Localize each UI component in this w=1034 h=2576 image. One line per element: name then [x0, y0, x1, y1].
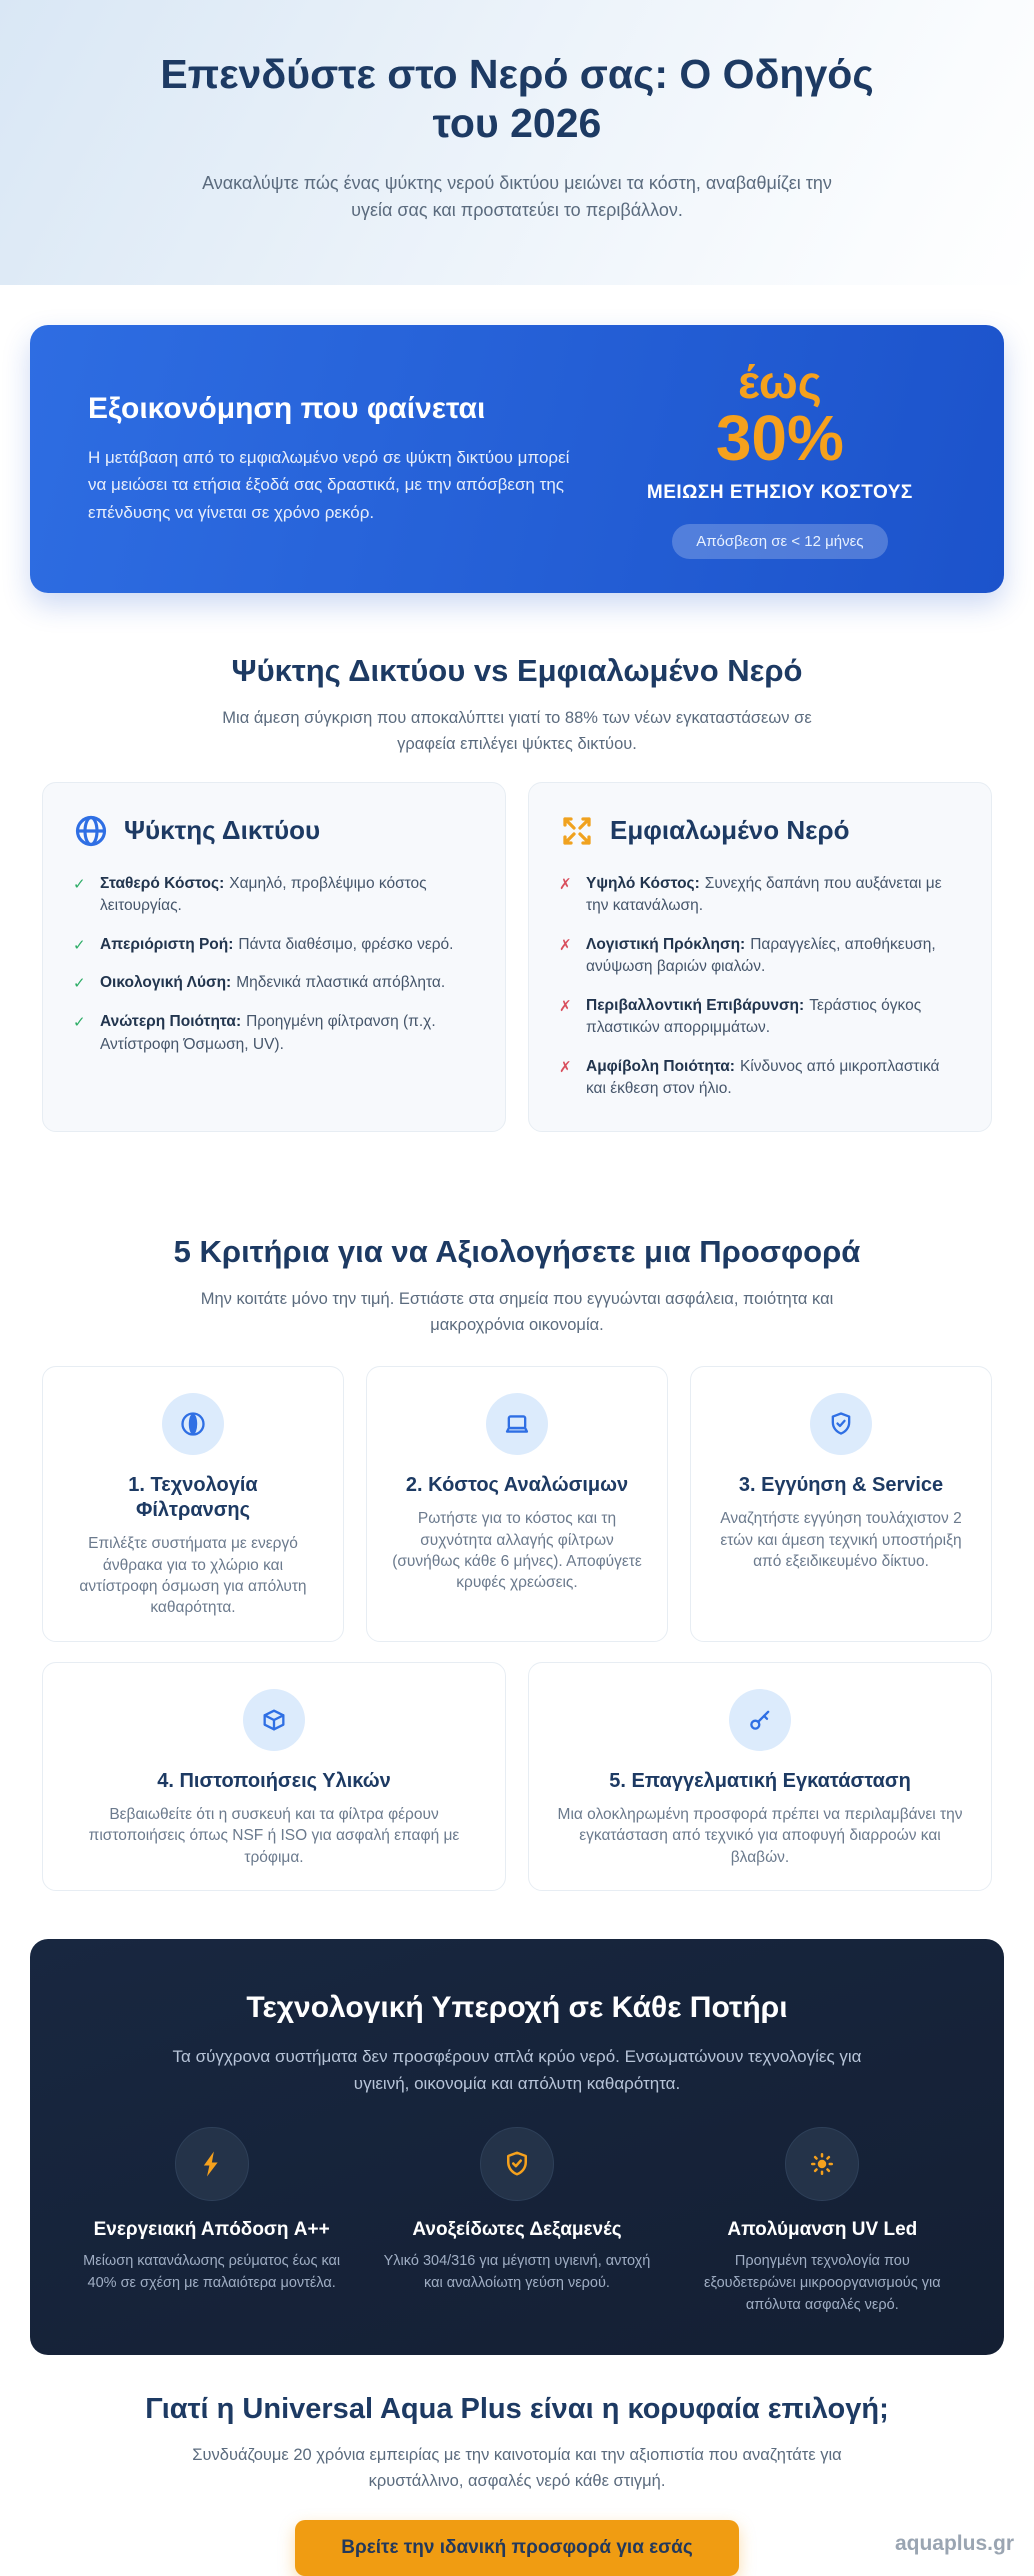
criterion-card-filtration	[42, 1366, 344, 1642]
savings-text-block	[88, 392, 570, 526]
tech-col-body: Προηγμένη τεχνολογία που εξουδετερώνει μικροοργανισμούς για απόλυτα ασφαλές νερό.	[704, 2253, 941, 2313]
list-item: ✗ Λογιστική Πρόκληση: Παραγγελίες, αποθήκευση, ανύψωση βαριών φιαλών.	[559, 934, 961, 979]
shield-check-icon	[480, 2127, 554, 2201]
tech-col-tanks	[381, 2127, 652, 2316]
page-title: Επενδύστε στο Νερό σας: Ο Οδηγός του 2026	[160, 51, 874, 147]
tech-col-body: Υλικό 304/316 για μέγιστη υγιεινή, αντοχή και αναλλοίωτη γεύση νερού.	[383, 2253, 651, 2292]
tech-col-title: Ανοξείδωτες Δεξαμενές	[412, 2219, 622, 2241]
tech-col-title: Απολύμανση UV Led	[727, 2219, 918, 2241]
list-item: ✗ Υψηλό Κόστος: Συνεχής δαπάνη που αυξάνεται με την κατανάλωση.	[559, 873, 961, 918]
criteria-section	[0, 1234, 1034, 1891]
savings-stat	[614, 355, 946, 559]
criterion-card-installation	[528, 1662, 992, 1891]
list-item: ✓ Απεριόριστη Ροή: Πάντα διαθέσιμο, φρέσκο νερό.	[73, 934, 475, 957]
site-watermark: aquaplus.gr	[894, 2532, 1014, 2555]
cross-icon: ✗	[559, 997, 572, 1015]
technology-subtitle: Τα σύγχρονα συστήματα δεν προσφέρουν απλά κρύο νερό. Ενσωματώνουν τεχνολογίες για υγιεινή, οικονομία και απόλυτη καθαρότητα.	[172, 2046, 862, 2094]
mains-cooler-title: Ψύκτης Δικτύου	[124, 815, 321, 846]
expand-arrows-icon	[559, 813, 595, 849]
criterion-card-certifications	[42, 1662, 506, 1891]
list-item: ✓ Ανώτερη Ποιότητα: Προηγμένη φίλτρανση (π.χ. Αντίστροφη Όσμωση, UV).	[73, 1011, 475, 1056]
globe-icon	[73, 813, 109, 849]
stat-value: 30%	[715, 401, 844, 474]
package-icon	[243, 1689, 305, 1751]
criterion-body: Αναζητήστε εγγύηση τουλάχιστον 2 ετών και άμεση τεχνική υποστήριξη από εξειδικευμένο δίκτυο.	[720, 1510, 962, 1571]
key-icon	[729, 1689, 791, 1751]
tech-col-energy	[76, 2127, 347, 2316]
criterion-card-warranty	[690, 1366, 992, 1642]
criterion-body: Βεβαιωθείτε ότι η συσκευή και τα φίλτρα φέρουν πιστοποιήσεις όπως NSF ή ISO για ασφαλή επαφή με τρόφιμα.	[88, 1805, 460, 1866]
cta-subtitle: Συνδυάζουμε 20 χρόνια εμπειρίας με την καινοτομία και την αξιοπιστία που αναζητάτε για κρυστάλλινο, ασφαλές νερό κάθε στιγμή.	[192, 2445, 842, 2490]
tech-col-body: Μείωση κατανάλωσης ρεύματος έως και 40% σε σχέση με παλαιότερα μοντέλα.	[83, 2253, 341, 2292]
mains-cooler-card	[42, 782, 506, 1132]
cross-icon: ✗	[559, 1058, 572, 1076]
bottled-water-title: Εμφιαλωμένο Νερό	[610, 815, 850, 846]
check-icon: ✓	[73, 975, 86, 993]
comparison-section	[0, 653, 1034, 1132]
criterion-body: Ρωτήστε για το κόστος και τη συχνότητα αλλαγής φίλτρων (συνήθως κάθε 6 μήνες). Αποφύγετε κρυφές χρεώσεις.	[392, 1510, 642, 1592]
laptop-icon	[486, 1393, 548, 1455]
cta-section	[0, 2393, 1034, 2576]
uv-sun-icon	[785, 2127, 859, 2201]
list-item: ✗ Περιβαλλοντική Επιβάρυνση: Τεράστιος όγκος πλαστικών απορριμμάτων.	[559, 995, 961, 1040]
savings-body: Η μετάβαση από το εμφιαλωμένο νερό σε ψύκτη δικτύου μπορεί να μειώσει τα ετήσια έξοδά σας δραστικά, με την απόσβεση της επένδυσης να γίνεται σε χρόνο ρεκόρ.	[88, 448, 570, 522]
list-item: ✓ Οικολογική Λύση: Μηδενικά πλαστικά απόβλητα.	[73, 972, 475, 995]
list-item: ✓ Σταθερό Κόστος: Χαμηλό, προβλέψιμο κόστος λειτουργίας.	[73, 873, 475, 918]
technology-panel	[30, 1939, 1004, 2355]
criterion-title: 5. Επαγγελματική Εγκατάσταση	[609, 1769, 911, 1792]
savings-card	[30, 325, 1004, 593]
payback-badge: Απόσβεση σε < 12 μήνες	[672, 524, 887, 559]
find-offer-button[interactable]: Βρείτε την ιδανική προσφορά για εσάς	[295, 2520, 738, 2576]
lightning-bolt-icon	[175, 2127, 249, 2201]
check-icon: ✓	[73, 1014, 86, 1032]
check-icon: ✓	[73, 875, 86, 893]
criteria-title: 5 Κριτήρια για να Αξιολογήσετε μια Προσφορά	[173, 1233, 861, 1269]
criterion-title: 3. Εγγύηση & Service	[738, 1474, 944, 1497]
page-subtitle: Ανακαλύψτε πώς ένας ψύκτης νερού δικτύου μειώνει τα κόστη, αναβαθμίζει την υγεία σας και προστατεύει το περιβάλλον.	[202, 173, 832, 221]
shield-check-icon	[810, 1393, 872, 1455]
criterion-title: 4. Πιστοποιήσεις Υλικών	[157, 1769, 391, 1792]
criterion-card-consumables	[366, 1366, 668, 1642]
comparison-title: Ψύκτης Δικτύου vs Εμφιαλωμένο Νερό	[231, 653, 803, 688]
criterion-body: Μια ολοκληρωμένη προσφορά πρέπει να περιλαμβάνει την εγκατάσταση από τεχνικό για αποφυγή διαρροών και βλαβών.	[557, 1805, 963, 1866]
stat-label: ΜΕΙΩΣΗ ΕΤΗΣΙΟΥ ΚΟΣΤΟΥΣ	[646, 482, 913, 504]
filter-icon	[162, 1393, 224, 1455]
criterion-title: 2. Κόστος Αναλώσιμων	[405, 1474, 629, 1497]
cta-title: Γιατί η Universal Aqua Plus είναι η κορυφαία επιλογή;	[145, 2392, 889, 2425]
page-hero	[0, 0, 1034, 285]
cross-icon: ✗	[559, 875, 572, 893]
comparison-subtitle: Μια άμεση σύγκριση που αποκαλύπτει γιατί το 88% των νέων εγκαταστάσεων σε γραφεία επιλέγει ψύκτες δικτύου.	[222, 709, 812, 754]
technology-title: Τεχνολογική Υπεροχή σε Κάθε Ποτήρι	[246, 1990, 788, 2024]
criterion-title: 1. Τεχνολογία Φίλτρανσης	[128, 1474, 258, 1522]
list-item: ✗ Αμφίβολη Ποιότητα: Κίνδυνος από μικροπλαστικά και έκθεση στον ήλιο.	[559, 1056, 961, 1101]
tech-col-title: Ενεργειακή Απόδοση A++	[93, 2219, 330, 2241]
savings-heading: Εξοικονόμηση που φαίνεται	[88, 392, 486, 426]
check-icon: ✓	[73, 936, 86, 954]
stat-prefix: έως	[738, 355, 822, 408]
cross-icon: ✗	[559, 936, 572, 954]
criteria-subtitle: Μην κοιτάτε μόνο την τιμή. Εστιάστε στα σημεία που εγγυώνται ασφάλεια, ποιότητα και μακροχρόνια οικονομία.	[200, 1289, 834, 1334]
tech-col-uv	[687, 2127, 958, 2316]
bottled-water-card	[528, 782, 992, 1132]
criterion-body: Επιλέξτε συστήματα με ενεργό άνθρακα για το χλώριο και αντίστροφη όσμωση για απόλυτη καθαρότητα.	[79, 1535, 307, 1617]
